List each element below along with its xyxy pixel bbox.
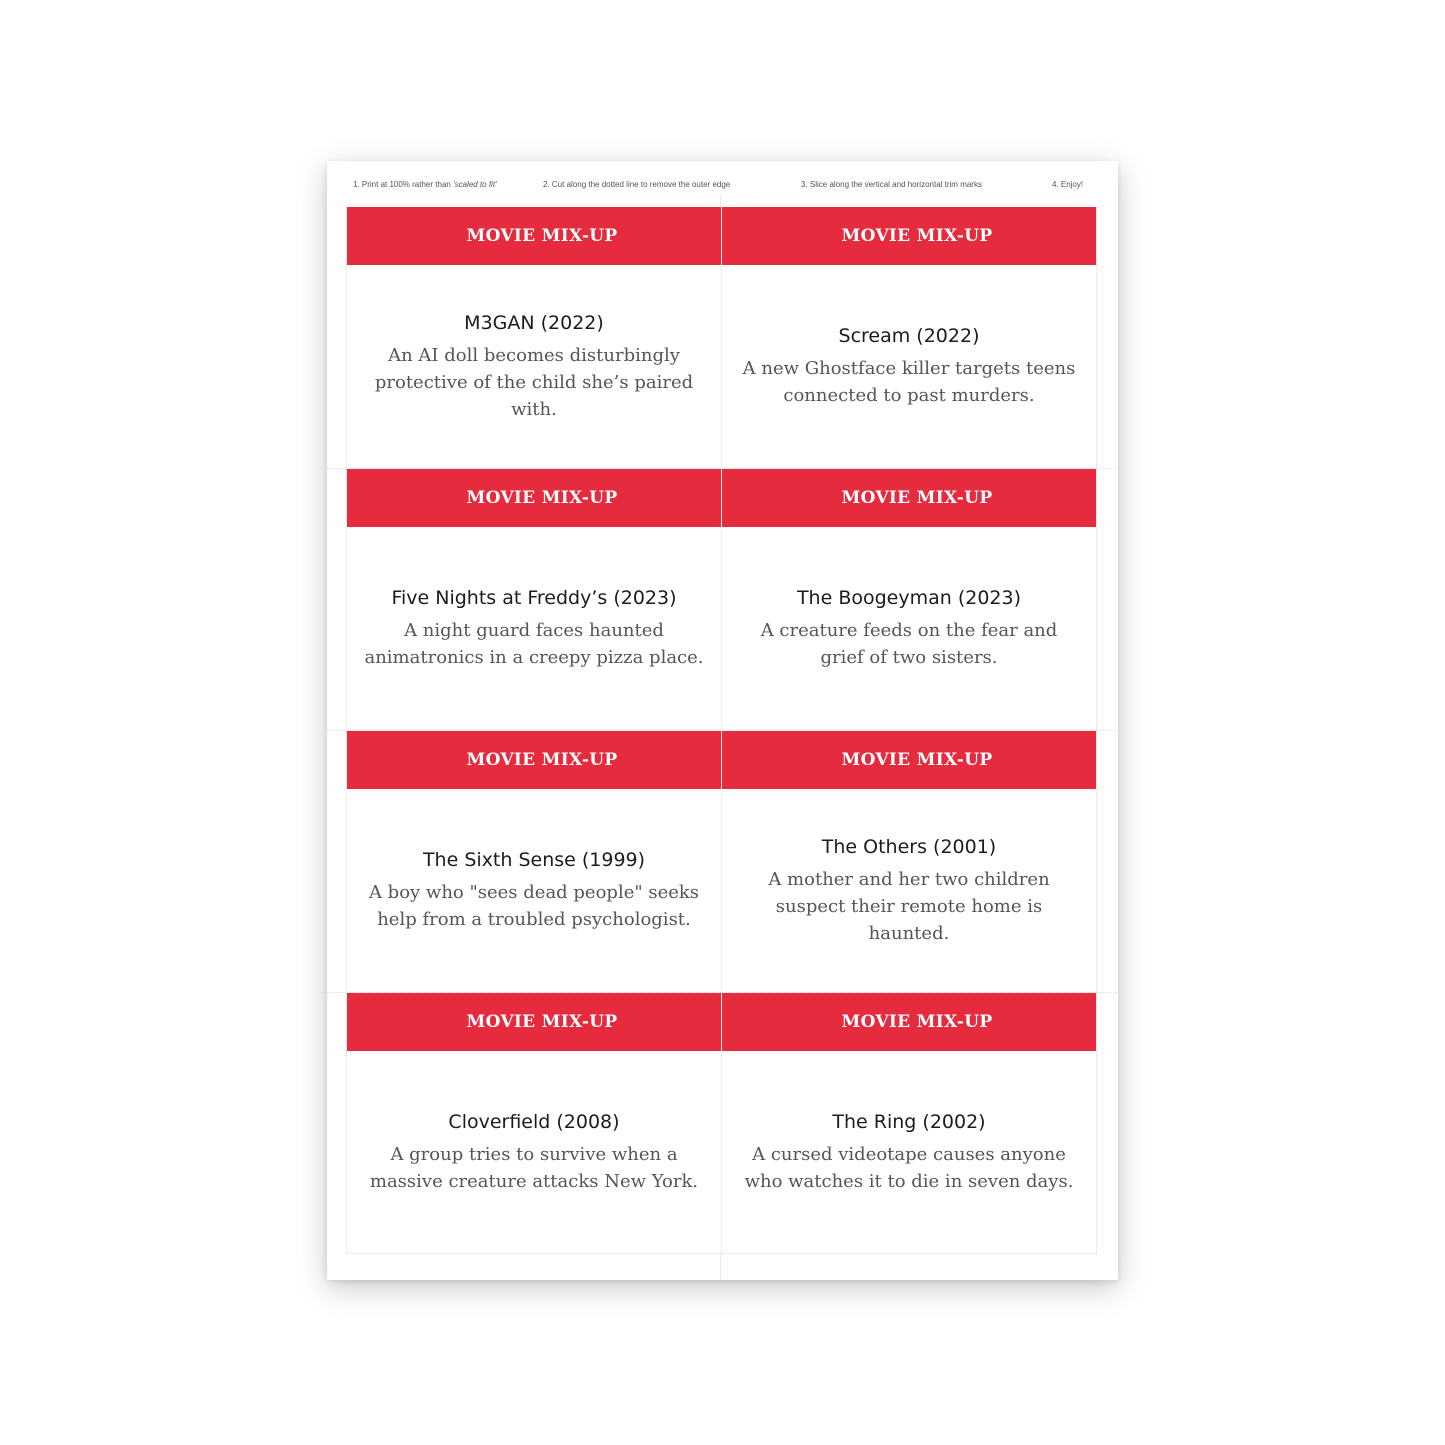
card-header-label: MOVIE MIX-UP [466,1012,618,1032]
movie-description: A boy who "sees dead people" seeks help from a troubled psychologist. [368,882,700,930]
movie-title: Cloverfield (2008) [448,1110,620,1133]
card-header-label: MOVIE MIX-UP [466,750,618,770]
card-header-label: MOVIE MIX-UP [841,226,993,246]
instruction-1-text: 1. Print at 100% rather than [353,180,454,189]
movie-card [721,469,1097,731]
movie-title: The Boogeyman (2023) [796,587,1022,609]
movie-description: A group tries to survive when a massive creature attacks New York. [369,1143,699,1192]
card-header-band [722,469,1096,527]
card-header-band [722,731,1096,789]
card-body [730,527,1088,730]
card-header-label: MOVIE MIX-UP [466,226,618,246]
card-header-band [347,207,721,265]
card-header-label: MOVIE MIX-UP [841,1012,993,1032]
movie-description: A night guard faces haunted animatronics in a creepy pizza place. [364,620,704,668]
movie-description: A creature feeds on the fear and grief of two sisters. [760,620,1058,668]
movie-description: A new Ghostface killer targets teens connected to past murders. [742,358,1076,406]
card-header-band [347,469,721,527]
instruction-2: 2. Cut along the dotted line to remove the outer edge [543,180,731,189]
movie-card [346,731,721,993]
movie-card [346,469,721,731]
instruction-1 [353,180,497,189]
card-body [730,265,1088,468]
card-body [355,789,713,992]
card-header-band [722,207,1096,265]
movie-title: The Ring (2002) [832,1110,986,1133]
movie-title: Scream (2022) [838,325,980,347]
movie-title: Five Nights at Freddy’s (2023) [391,587,677,609]
card-body [355,265,713,468]
instruction-4: 4. Enjoy! [1052,180,1084,189]
card-grid [346,207,1097,1254]
movie-title: M3GAN (2022) [464,311,604,334]
movie-card [721,207,1097,469]
card-body [355,1051,713,1253]
card-header-band [347,731,721,789]
print-instructions [327,180,1118,194]
card-header-label: MOVIE MIX-UP [841,488,993,508]
card-header-band [347,993,721,1051]
movie-title: The Sixth Sense (1999) [422,849,646,871]
instruction-1-emphasis: 'scaled to fit' [453,180,497,189]
card-body [730,1051,1088,1253]
movie-card [721,731,1097,993]
movie-card [721,993,1097,1254]
movie-card [346,993,721,1254]
card-header-label: MOVIE MIX-UP [466,488,618,508]
card-body [355,527,713,730]
card-body [730,789,1088,992]
printable-sheet [327,161,1118,1280]
movie-title: The Others (2001) [821,835,997,858]
movie-description: A cursed videotape causes anyone who watches it to die in seven days. [744,1143,1074,1192]
movie-description: An AI doll becomes disturbingly protective of the child she’s paired with. [374,344,694,420]
card-header-band [722,993,1096,1051]
movie-card [346,207,721,469]
instruction-3: 3. Slice along the vertical and horizontal trim marks [801,180,982,189]
card-header-label: MOVIE MIX-UP [841,750,993,770]
movie-description: A mother and her two children suspect their remote home is haunted. [768,868,1050,944]
